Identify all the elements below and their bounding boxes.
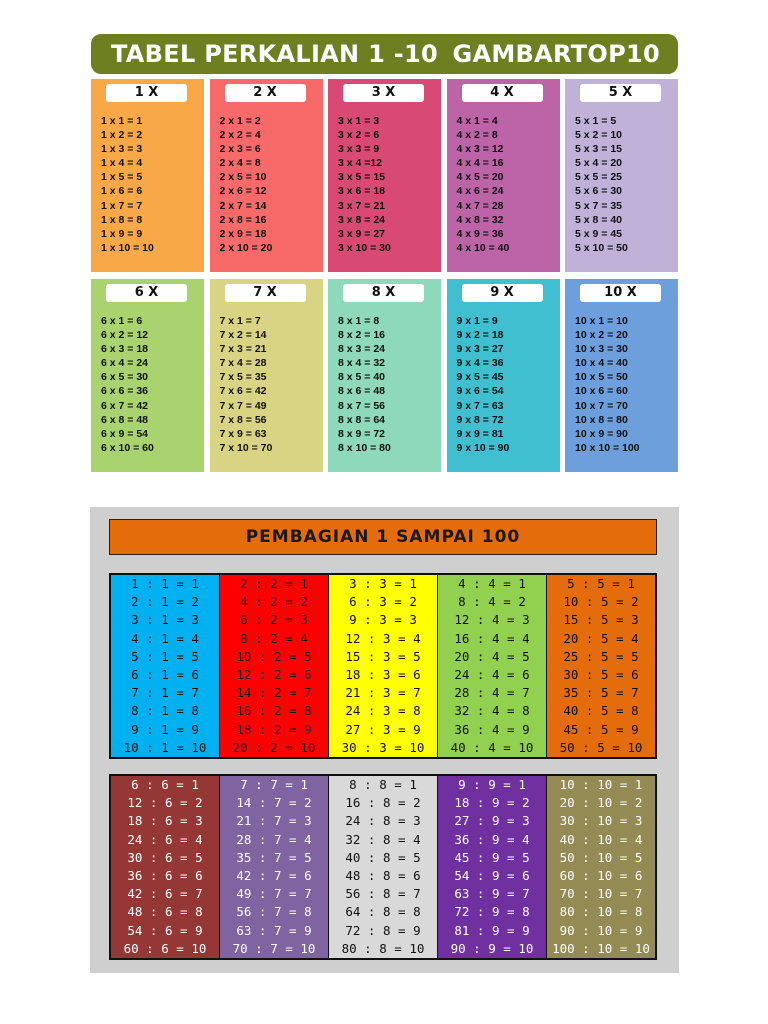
multiplication-card-label: 10 X [580, 284, 661, 302]
division-cell: 14 : 2 = 7 [236, 685, 312, 701]
multiplication-line: 2 x 8 = 16 [219, 213, 267, 226]
multiplication-grid [91, 79, 678, 472]
division-cell: 27 : 3 = 9 [345, 721, 421, 737]
division-cell: 20 : 5 = 4 [563, 630, 639, 646]
multiplication-line: 2 x 1 = 2 [219, 115, 261, 127]
multiplication-line: 4 x 2 = 8 [456, 129, 498, 142]
multiplication-line: 4 x 8 = 32 [456, 213, 504, 226]
multiplication-card-label: 5 X [580, 84, 661, 102]
division-cell: 40 : 4 = 10 [450, 739, 534, 755]
multiplication-line: 4 x 4 = 16 [456, 157, 504, 170]
division-cell: 40 : 5 = 8 [563, 703, 639, 719]
multiplication-lines [457, 114, 510, 255]
division-cell: 18 : 2 = 9 [236, 721, 312, 737]
multiplication-card-label: 1 X [106, 84, 187, 102]
division-cell: 4 : 4 = 1 [458, 576, 526, 592]
multiplication-line: 8 x 7 = 56 [338, 399, 385, 412]
division-header [109, 519, 657, 555]
division-cell: 3 : 3 = 1 [349, 576, 417, 592]
division-cell: 81 : 9 = 9 [454, 922, 530, 938]
multiplication-line: 5 x 10 = 50 [575, 241, 628, 254]
division-cell: 16 : 2 = 8 [236, 703, 312, 719]
multiplication-line: 7 x 6 = 42 [219, 385, 267, 398]
multiplication-card-1 [91, 79, 204, 272]
multiplication-line: 3 x 5 = 15 [338, 171, 385, 184]
division-cell: 32 : 8 = 4 [345, 831, 421, 847]
multiplication-line: 7 x 10 = 70 [219, 441, 273, 454]
multiplication-line: 6 x 5 = 30 [101, 371, 148, 384]
division-cell: 5 : 1 = 5 [131, 648, 199, 664]
division-cell: 18 : 9 = 2 [454, 795, 530, 811]
multiplication-line: 5 x 3 = 15 [575, 143, 622, 156]
division-cell: 15 : 5 = 3 [563, 612, 639, 628]
division-cell: 54 : 9 = 6 [454, 868, 530, 884]
multiplication-line: 1 x 9 = 9 [101, 227, 143, 240]
division-cell: 49 : 7 = 7 [236, 886, 312, 902]
multiplication-line: 1 x 6 = 6 [101, 185, 143, 198]
division-cell: 2 : 2 = 1 [240, 576, 308, 592]
division-cell: 7 : 7 = 1 [240, 777, 308, 793]
division-cell: 24 : 8 = 3 [345, 813, 421, 829]
multiplication-line: 6 x 4 = 24 [101, 357, 148, 370]
multiplication-line: 8 x 6 = 48 [338, 385, 385, 398]
division-cell: 56 : 8 = 7 [345, 886, 421, 902]
division-title: PEMBAGIAN 1 SAMPAI 100 [245, 527, 521, 547]
multiplication-line: 8 x 5 = 40 [338, 371, 385, 384]
multiplication-line: 5 x 9 = 45 [575, 227, 622, 240]
division-cell: 36 : 9 = 4 [454, 831, 530, 847]
division-cell: 45 : 5 = 9 [563, 721, 639, 737]
division-cell: 40 : 8 = 5 [345, 849, 421, 865]
multiplication-line: 7 x 9 = 63 [219, 427, 267, 440]
division-cell: 27 : 9 = 3 [454, 813, 530, 829]
multiplication-line: 5 x 6 = 30 [575, 185, 622, 198]
division-column-10 [547, 776, 655, 958]
multiplication-line: 10 x 4 = 40 [575, 357, 628, 370]
multiplication-line: 6 x 7 = 42 [101, 399, 148, 412]
division-block-top [109, 573, 657, 759]
division-cell: 30 : 5 = 6 [563, 667, 639, 683]
multiplication-lines [575, 314, 640, 455]
multiplication-line: 9 x 6 = 54 [456, 385, 504, 398]
multiplication-line: 6 x 9 = 54 [101, 427, 148, 440]
multiplication-line: 5 x 1 = 5 [575, 115, 617, 127]
multiplication-card-5 [565, 79, 678, 272]
division-cell: 12 : 4 = 3 [454, 612, 530, 628]
division-cell: 12 : 2 = 6 [236, 667, 312, 683]
multiplication-line: 1 x 3 = 3 [101, 143, 143, 156]
division-cell: 15 : 3 = 5 [345, 648, 421, 664]
division-cell: 8 : 8 = 1 [349, 777, 417, 793]
multiplication-card-label: 3 X [343, 84, 424, 102]
multiplication-line: 4 x 6 = 24 [456, 185, 504, 198]
multiplication-line: 5 x 5 = 25 [575, 171, 622, 184]
division-column-5 [547, 575, 655, 757]
division-cell: 30 : 6 = 5 [127, 849, 203, 865]
multiplication-line: 9 x 2 = 18 [456, 329, 504, 342]
division-cell: 6 : 3 = 2 [349, 594, 417, 610]
multiplication-line: 10 x 2 = 20 [575, 329, 628, 342]
multiplication-line: 2 x 7 = 14 [219, 199, 267, 212]
multiplication-lines [338, 314, 391, 455]
multiplication-line: 10 x 3 = 30 [575, 343, 628, 356]
multiplication-line: 7 x 3 = 21 [219, 343, 267, 356]
multiplication-line: 9 x 8 = 72 [456, 413, 504, 426]
multiplication-section [91, 34, 678, 472]
division-cell: 24 : 3 = 8 [345, 703, 421, 719]
multiplication-line: 10 x 1 = 10 [575, 315, 628, 327]
division-cell: 70 : 10 = 7 [559, 886, 643, 902]
multiplication-line: 5 x 7 = 35 [575, 199, 622, 212]
multiplication-line: 4 x 3 = 12 [456, 143, 504, 156]
multiplication-line: 5 x 2 = 10 [575, 129, 622, 142]
division-cell: 100 : 10 = 10 [552, 940, 650, 956]
division-cell: 35 : 5 = 7 [563, 685, 639, 701]
multiplication-lines [220, 114, 273, 255]
division-cell: 24 : 4 = 6 [454, 667, 530, 683]
division-cell: 30 : 10 = 3 [559, 813, 643, 829]
brand-label: GAMBARTOP10 [452, 40, 660, 68]
multiplication-line: 6 x 6 = 36 [101, 385, 148, 398]
division-cell: 90 : 9 = 10 [450, 940, 534, 956]
multiplication-line: 5 x 4 = 20 [575, 157, 622, 170]
division-cell: 36 : 4 = 9 [454, 721, 530, 737]
multiplication-card-label: 2 X [225, 84, 306, 102]
multiplication-line: 3 x 3 = 9 [338, 143, 380, 156]
multiplication-line: 7 x 2 = 14 [219, 329, 267, 342]
multiplication-card-8 [328, 279, 441, 472]
multiplication-header [91, 34, 678, 74]
division-cell: 25 : 5 = 5 [563, 648, 639, 664]
multiplication-line: 10 x 8 = 80 [575, 413, 628, 426]
division-cell: 5 : 5 = 1 [567, 576, 635, 592]
division-cell: 9 : 1 = 9 [131, 721, 199, 737]
multiplication-line: 3 x 4 =12 [338, 157, 383, 170]
division-column-8 [329, 776, 438, 958]
multiplication-card-9 [447, 279, 560, 472]
multiplication-line: 4 x 7 = 28 [456, 199, 504, 212]
multiplication-line: 1 x 1 = 1 [101, 115, 143, 127]
multiplication-line: 6 x 2 = 12 [101, 329, 148, 342]
division-cell: 4 : 1 = 4 [131, 630, 199, 646]
multiplication-line: 9 x 5 = 45 [456, 371, 504, 384]
division-section [90, 507, 679, 973]
division-cell: 60 : 6 = 10 [123, 940, 207, 956]
division-cell: 16 : 4 = 4 [454, 630, 530, 646]
multiplication-line: 8 x 4 = 32 [338, 357, 385, 370]
multiplication-line: 3 x 1 = 3 [338, 115, 380, 127]
division-cell: 12 : 3 = 4 [345, 630, 421, 646]
division-cell: 12 : 6 = 2 [127, 795, 203, 811]
multiplication-line: 2 x 10 = 20 [219, 241, 273, 254]
multiplication-line: 9 x 10 = 90 [456, 441, 510, 454]
multiplication-line: 3 x 2 = 6 [338, 129, 380, 142]
division-cell: 8 : 4 = 2 [458, 594, 526, 610]
multiplication-line: 2 x 6 = 12 [219, 185, 267, 198]
division-cell: 3 : 1 = 3 [131, 612, 199, 628]
multiplication-line: 8 x 3 = 24 [338, 343, 385, 356]
multiplication-line: 4 x 10 = 40 [456, 241, 510, 254]
division-cell: 6 : 1 = 6 [131, 667, 199, 683]
multiplication-line: 6 x 8 = 48 [101, 413, 148, 426]
division-column-2 [220, 575, 329, 757]
multiplication-line: 6 x 10 = 60 [101, 441, 154, 454]
division-cell: 50 : 5 = 10 [559, 739, 643, 755]
division-cell: 50 : 10 = 5 [559, 849, 643, 865]
division-cell: 90 : 10 = 9 [559, 922, 643, 938]
multiplication-card-4 [447, 79, 560, 272]
multiplication-line: 5 x 8 = 40 [575, 213, 622, 226]
multiplication-line: 8 x 9 = 72 [338, 427, 385, 440]
division-cell: 35 : 7 = 5 [236, 849, 312, 865]
multiplication-line: 2 x 9 = 18 [219, 227, 267, 240]
division-cell: 4 : 2 = 2 [240, 594, 308, 610]
division-cell: 48 : 8 = 6 [345, 868, 421, 884]
multiplication-card-label: 6 X [106, 284, 187, 302]
multiplication-line: 2 x 4 = 8 [219, 157, 261, 170]
division-cell: 36 : 6 = 6 [127, 868, 203, 884]
multiplication-line: 3 x 8 = 24 [338, 213, 385, 226]
division-cell: 40 : 10 = 4 [559, 831, 643, 847]
division-cell: 32 : 4 = 8 [454, 703, 530, 719]
multiplication-lines [220, 314, 273, 455]
division-cell: 45 : 9 = 5 [454, 849, 530, 865]
multiplication-line: 3 x 9 = 27 [338, 227, 385, 240]
multiplication-line: 7 x 8 = 56 [219, 413, 267, 426]
multiplication-line: 3 x 7 = 21 [338, 199, 385, 212]
multiplication-card-label: 8 X [343, 284, 424, 302]
division-column-4 [438, 575, 547, 757]
multiplication-card-10 [565, 279, 678, 472]
division-column-6 [111, 776, 220, 958]
division-cell: 72 : 8 = 9 [345, 922, 421, 938]
multiplication-line: 9 x 1 = 9 [456, 315, 498, 327]
multiplication-line: 7 x 7 = 49 [219, 399, 267, 412]
multiplication-lines [338, 114, 391, 255]
division-cell: 14 : 7 = 2 [236, 795, 312, 811]
multiplication-line: 10 x 10 = 100 [575, 441, 640, 454]
division-cell: 56 : 7 = 8 [236, 904, 312, 920]
division-cell: 9 : 9 = 1 [458, 777, 526, 793]
multiplication-lines [575, 114, 628, 255]
division-cell: 7 : 1 = 7 [131, 685, 199, 701]
division-cell: 21 : 3 = 7 [345, 685, 421, 701]
multiplication-line: 9 x 3 = 27 [456, 343, 504, 356]
multiplication-line: 9 x 4 = 36 [456, 357, 504, 370]
multiplication-line: 6 x 3 = 18 [101, 343, 148, 356]
division-cell: 63 : 7 = 9 [236, 922, 312, 938]
division-column-1 [111, 575, 220, 757]
multiplication-card-3 [328, 79, 441, 272]
division-cell: 21 : 7 = 3 [236, 813, 312, 829]
multiplication-lines [457, 314, 510, 455]
division-cell: 10 : 10 = 1 [559, 777, 643, 793]
multiplication-line: 8 x 8 = 64 [338, 413, 385, 426]
division-column-9 [438, 776, 547, 958]
multiplication-line: 8 x 1 = 8 [338, 315, 380, 327]
division-cell: 10 : 1 = 10 [123, 739, 207, 755]
division-cell: 9 : 3 = 3 [349, 612, 417, 628]
multiplication-lines [101, 314, 154, 455]
division-cell: 2 : 1 = 2 [131, 594, 199, 610]
division-cell: 63 : 9 = 7 [454, 886, 530, 902]
multiplication-line: 1 x 4 = 4 [101, 157, 143, 170]
multiplication-card-label: 4 X [462, 84, 543, 102]
multiplication-line: 9 x 9 = 81 [456, 427, 504, 440]
multiplication-line: 3 x 10 = 30 [338, 241, 391, 254]
division-cell: 28 : 7 = 4 [236, 831, 312, 847]
division-block-bottom [109, 774, 657, 960]
division-cell: 18 : 6 = 3 [127, 813, 203, 829]
division-cell: 54 : 6 = 9 [127, 922, 203, 938]
multiplication-line: 1 x 2 = 2 [101, 129, 143, 142]
multiplication-line: 1 x 10 = 10 [101, 241, 154, 254]
division-cell: 20 : 2 = 10 [232, 739, 316, 755]
multiplication-title: TABEL PERKALIAN 1 -10 [111, 40, 439, 68]
division-cell: 20 : 4 = 5 [454, 648, 530, 664]
division-cell: 42 : 6 = 7 [127, 886, 203, 902]
division-cell: 70 : 7 = 10 [232, 940, 316, 956]
multiplication-line: 2 x 3 = 6 [219, 143, 261, 156]
multiplication-line: 10 x 9 = 90 [575, 427, 628, 440]
multiplication-line: 1 x 7 = 7 [101, 199, 143, 212]
division-column-7 [220, 776, 329, 958]
division-cell: 24 : 6 = 4 [127, 831, 203, 847]
division-cell: 8 : 2 = 4 [240, 630, 308, 646]
multiplication-line: 1 x 5 = 5 [101, 171, 143, 184]
multiplication-card-label: 9 X [462, 284, 543, 302]
division-column-3 [329, 575, 438, 757]
multiplication-card-6 [91, 279, 204, 472]
multiplication-line: 4 x 5 = 20 [456, 171, 504, 184]
multiplication-line: 10 x 6 = 60 [575, 385, 628, 398]
multiplication-line: 9 x 7 = 63 [456, 399, 504, 412]
division-cell: 48 : 6 = 8 [127, 904, 203, 920]
multiplication-line: 2 x 2 = 4 [219, 129, 261, 142]
division-cell: 18 : 3 = 6 [345, 667, 421, 683]
multiplication-line: 3 x 6 = 18 [338, 185, 385, 198]
multiplication-line: 7 x 1 = 7 [219, 315, 261, 327]
multiplication-line: 7 x 5 = 35 [219, 371, 267, 384]
division-cell: 80 : 8 = 10 [341, 940, 425, 956]
division-cell: 10 : 2 = 5 [236, 648, 312, 664]
division-cell: 72 : 9 = 8 [454, 904, 530, 920]
multiplication-line: 7 x 4 = 28 [219, 357, 267, 370]
multiplication-line: 10 x 5 = 50 [575, 371, 628, 384]
division-cell: 30 : 3 = 10 [341, 739, 425, 755]
multiplication-lines [101, 114, 154, 255]
division-cell: 1 : 1 = 1 [131, 576, 199, 592]
division-cell: 6 : 2 = 3 [240, 612, 308, 628]
multiplication-line: 8 x 10 = 80 [338, 441, 391, 454]
division-cell: 64 : 8 = 8 [345, 904, 421, 920]
division-cell: 28 : 4 = 7 [454, 685, 530, 701]
multiplication-line: 2 x 5 = 10 [219, 171, 267, 184]
multiplication-card-label: 7 X [225, 284, 306, 302]
multiplication-line: 1 x 8 = 8 [101, 213, 143, 226]
multiplication-line: 10 x 7 = 70 [575, 399, 628, 412]
division-cell: 60 : 10 = 6 [559, 868, 643, 884]
division-cell: 8 : 1 = 8 [131, 703, 199, 719]
division-cell: 10 : 5 = 2 [563, 594, 639, 610]
division-cell: 42 : 7 = 6 [236, 868, 312, 884]
multiplication-line: 8 x 2 = 16 [338, 329, 385, 342]
multiplication-line: 6 x 1 = 6 [101, 315, 143, 327]
multiplication-line: 4 x 1 = 4 [456, 115, 498, 127]
division-cell: 6 : 6 = 1 [131, 777, 199, 793]
multiplication-card-7 [210, 279, 323, 472]
multiplication-line: 4 x 9 = 36 [456, 227, 504, 240]
multiplication-card-2 [210, 79, 323, 272]
division-cell: 16 : 8 = 2 [345, 795, 421, 811]
division-cell: 80 : 10 = 8 [559, 904, 643, 920]
division-cell: 20 : 10 = 2 [559, 795, 643, 811]
